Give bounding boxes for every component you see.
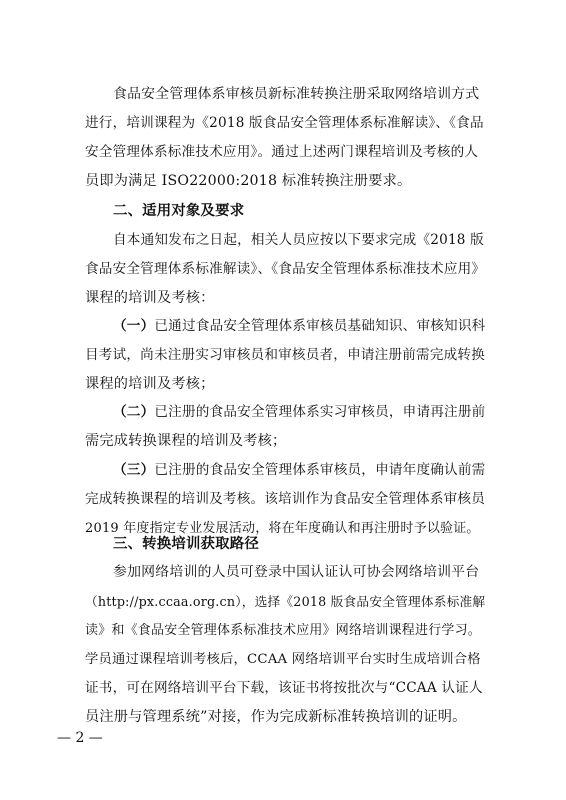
text-line: 证书，可在网络培训平台下载，该证书将按批次与“CCAA 认证人 bbox=[85, 680, 483, 696]
text-line: 安全管理体系标准技术应用》。通过上述两门课程培训及考核的人 bbox=[85, 144, 479, 160]
text-line bbox=[85, 312, 485, 341]
section-heading-path bbox=[85, 530, 485, 559]
text-line: 课程的培训及考核： bbox=[85, 290, 215, 306]
text-line bbox=[85, 398, 485, 427]
text-line: 食品安全管理体系标准解读》、《食品安全管理体系标准技术应用》 bbox=[85, 261, 486, 277]
scope-paragraph bbox=[85, 226, 485, 313]
list-number: （一） bbox=[113, 318, 155, 334]
text-line bbox=[85, 456, 485, 485]
text-line: 学员通过课程培训考核后，CCAA 网络培训平台实时生成培训合格 bbox=[85, 652, 481, 667]
list-text: 已注册的食品安全管理体系实习审核员，申请再注册前 bbox=[154, 404, 486, 420]
text-line: 进行，培训课程为《2018 版食品安全管理体系标准解读》、《食品 bbox=[85, 115, 484, 131]
text-line: 完成转换课程的培训及考核。该培训作为食品安全管理体系审核员 bbox=[85, 491, 486, 507]
list-item-1 bbox=[85, 312, 485, 399]
text-line: 参加网络培训的人员可登录中国认证认可协会网络培训平台 bbox=[113, 564, 480, 580]
list-number: （三） bbox=[113, 462, 155, 478]
list-number: （二） bbox=[113, 404, 155, 420]
list-text: 已通过食品安全管理体系审核员基础知识、审核知识科 bbox=[154, 318, 486, 334]
text-line: 课程的培训及考核； bbox=[85, 376, 215, 392]
text-line: 读》和《食品安全管理体系标准技术应用》网络培训课程进行学习。 bbox=[85, 623, 482, 638]
text-line: 员注册与管理系统”对接，作为完成新标准转换培训的证明。 bbox=[85, 709, 467, 725]
text-line: 自本通知发布之日起，相关人员应按以下要求完成《2018 版 bbox=[113, 232, 484, 248]
intro-paragraph bbox=[85, 80, 485, 196]
text-line: 食品安全管理体系审核员新标准转换注册采取网络培训方式 bbox=[113, 86, 480, 102]
text-line: 需完成转换课程的培训及考核； bbox=[85, 433, 287, 449]
text-line: 目考试，尚未注册实习审核员和审核员者，申请注册前需完成转换 bbox=[85, 347, 486, 363]
list-text: 已注册的食品安全管理体系审核员，申请年度确认前需 bbox=[154, 462, 486, 478]
page-number: — 2 — bbox=[57, 730, 103, 746]
list-item-2 bbox=[85, 398, 485, 456]
text-line: 员即为满足 ISO22000:2018 标准转换注册要求。 bbox=[85, 173, 412, 189]
text-line: （http://px.ccaa.org.cn），选择《2018 版食品安全管理体系标准解 bbox=[85, 594, 486, 609]
path-paragraph bbox=[85, 558, 485, 732]
section-heading: 二、适用对象及要求 bbox=[113, 203, 245, 219]
section-heading: 三、转换培训获取路径 bbox=[113, 536, 259, 552]
text-line: 2019 年度指定专业发展活动，将在年度确认和再注册时予以验证。 bbox=[85, 521, 480, 536]
section-heading-scope bbox=[85, 197, 485, 226]
